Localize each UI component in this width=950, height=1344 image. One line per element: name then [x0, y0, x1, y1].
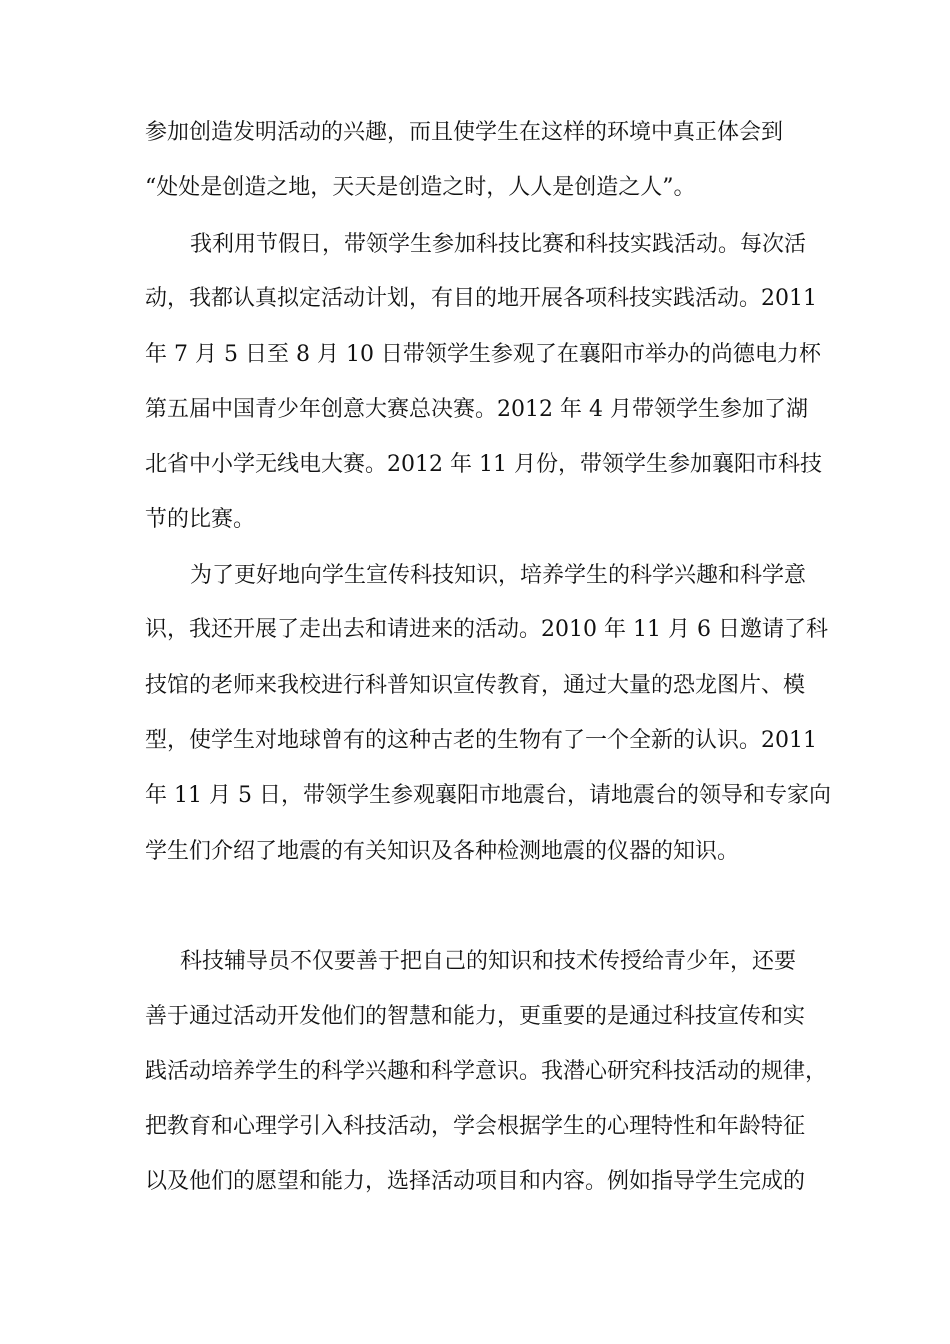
text-line: 善于通过活动开发他们的智慧和能力，更重要的是通过科技宣传和实	[145, 1004, 806, 1029]
text-line: 技馆的老师来我校进行科普知识宣传教育，通过大量的恐龙图片、模	[145, 673, 806, 698]
text-line: 节的比赛。	[145, 507, 256, 532]
text-line: 以及他们的愿望和能力，选择活动项目和内容。例如指导学生完成的	[145, 1169, 806, 1194]
text-line: 北省中小学无线电大赛。2012 年 11 月份，带领学生参加襄阳市科技	[145, 452, 822, 477]
text-line: 识，我还开展了走出去和请进来的活动。2010 年 11 月 6 日邀请了科	[145, 617, 828, 642]
text-line: 年 11 月 5 日，带领学生参观襄阳市地震台，请地震台的领导和专家向	[145, 783, 831, 808]
text-line: 把教育和心理学引入科技活动，学会根据学生的心理特性和年龄特征	[145, 1114, 806, 1139]
text-line: “处处是创造之地，天天是创造之时，人人是创造之人”。	[145, 175, 696, 200]
text-line: 为了更好地向学生宣传科技知识，培养学生的科学兴趣和科学意	[190, 563, 807, 588]
text-line: 学生们介绍了地震的有关知识及各种检测地震的仪器的知识。	[145, 839, 740, 864]
text-line: 我利用节假日，带领学生参加科技比赛和科技实践活动。每次活	[190, 232, 807, 257]
text-line: 第五届中国青少年创意大赛总决赛。2012 年 4 月带领学生参加了湖	[145, 397, 808, 422]
text-line: 年 7 月 5 日至 8 月 10 日带领学生参观了在襄阳市举办的尚德电力杯	[145, 342, 821, 367]
text-line: 科技辅导员不仅要善于把自己的知识和技术传授给青少年，还要	[180, 949, 797, 974]
text-line: 践活动培养学生的科学兴趣和科学意识。我潜心研究科技活动的规律，	[145, 1059, 828, 1084]
text-line: 型，使学生对地球曾有的这种古老的生物有了一个全新的认识。2011	[145, 728, 817, 753]
text-line: 参加创造发明活动的兴趣，而且使学生在这样的环境中真正体会到	[145, 120, 784, 145]
text-line: 动，我都认真拟定活动计划，有目的地开展各项科技实践活动。2011	[145, 286, 817, 311]
